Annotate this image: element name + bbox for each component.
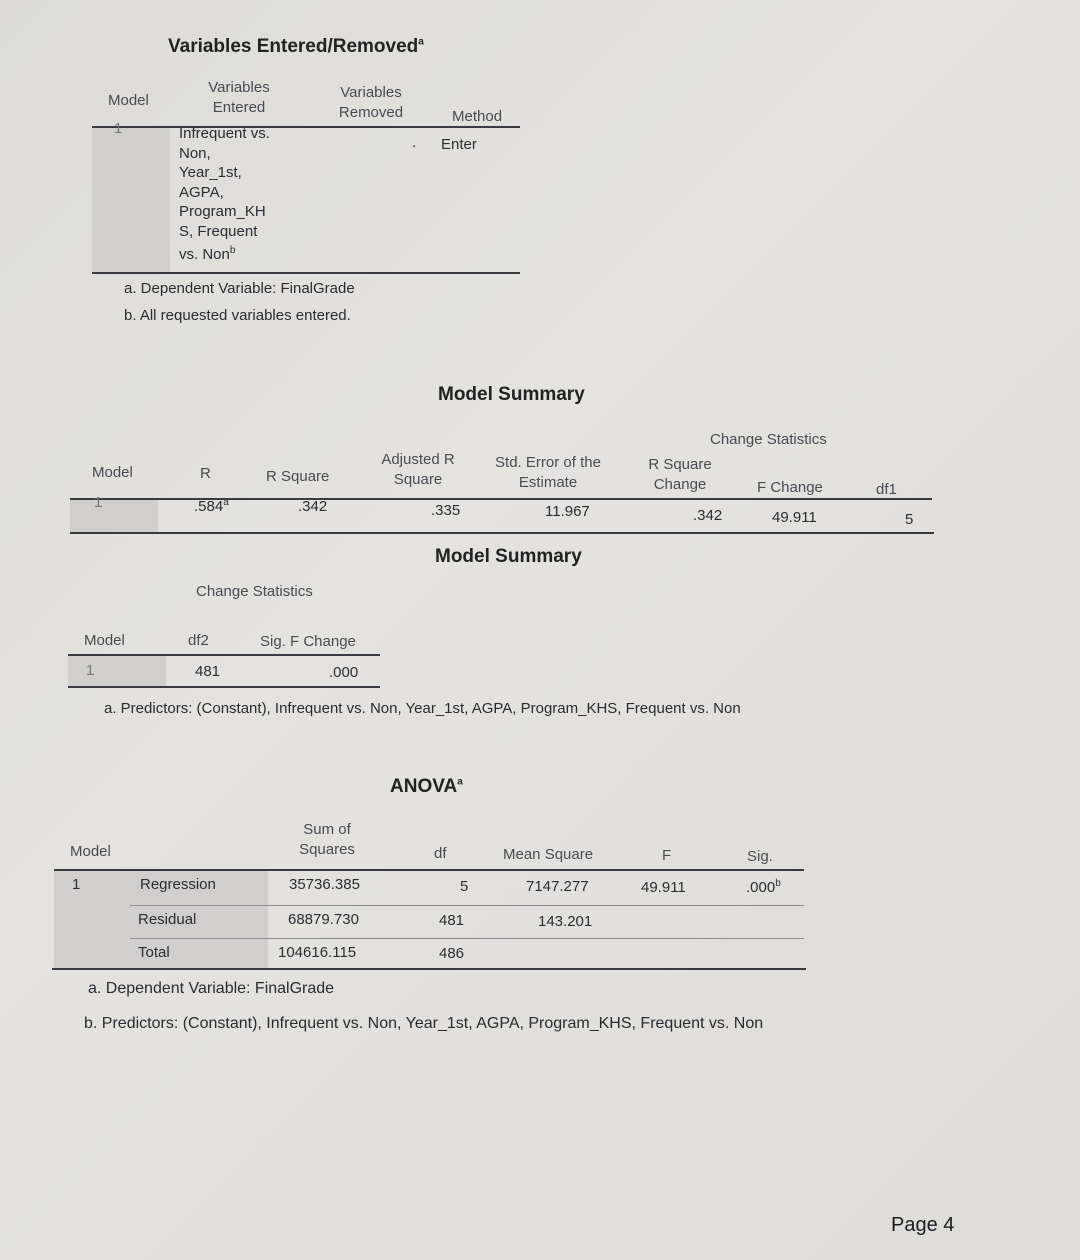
bottom-rule xyxy=(52,968,806,970)
predictors-note: a. Predictors: (Constant), Infrequent vs. Non, Year_1st, AGPA, Program_KHS, Frequent vs. Non xyxy=(104,700,741,717)
cell-ss-regression: 35736.385 xyxy=(289,876,360,893)
model-column-shade xyxy=(68,654,166,686)
header-variables-removed: Variables Removed xyxy=(338,84,404,121)
header-model: Model xyxy=(70,843,111,860)
change-statistics-header: Change Statistics xyxy=(710,431,827,448)
cell-f-change: 49.911 xyxy=(772,509,817,526)
model-summary-title-1: Model Summary xyxy=(438,384,585,405)
cell-adjusted-r-square: .335 xyxy=(431,502,461,519)
header-std-error: Std. Error of the Estimate xyxy=(495,454,601,491)
header-rule xyxy=(68,654,380,656)
cell-ss-residual: 68879.730 xyxy=(288,911,359,928)
model-column-shade xyxy=(92,128,170,274)
cell-ss-total: 104616.115 xyxy=(278,944,357,961)
row-model: 1 xyxy=(72,876,81,893)
header-sig: Sig. xyxy=(747,848,773,865)
header-df2: df2 xyxy=(188,632,209,649)
header-df1: df1 xyxy=(876,481,897,498)
cell-r: .584$^a$ xyxy=(194,497,229,515)
header-df: df xyxy=(434,845,447,862)
label-residual: Residual xyxy=(138,911,197,928)
row-model: 1 xyxy=(94,494,103,511)
anova-title: ANOVA$^a$ xyxy=(390,776,463,797)
row-removed: . xyxy=(412,134,417,151)
header-method: Method xyxy=(452,108,503,125)
header-f-change: F Change xyxy=(757,479,823,496)
header-rule xyxy=(54,869,804,871)
model-column-shade xyxy=(70,500,158,534)
row-model: 1 xyxy=(86,662,95,679)
bottom-rule xyxy=(68,686,380,688)
header-sig-f-change: Sig. F Change xyxy=(260,633,356,650)
cell-ms-regression: 7147.277 xyxy=(526,878,589,895)
header-model: Model xyxy=(92,464,133,481)
note-b: b. All requested variables entered. xyxy=(124,307,351,324)
variables-entered-title: Variables Entered/Removed$^a$ xyxy=(168,36,424,57)
header-adjusted-r-square: Adjusted R Square xyxy=(381,451,455,488)
anova-note-b: b. Predictors: (Constant), Infrequent vs. Non, Year_1st, AGPA, Program_KHS, Frequent vs. Non xyxy=(84,1015,764,1032)
bottom-rule xyxy=(70,532,934,534)
cell-df-residual: 481 xyxy=(439,912,465,929)
header-variables-entered: Variables Entered xyxy=(208,79,270,116)
page-number: Page 4 xyxy=(891,1214,955,1236)
label-regression: Regression xyxy=(140,876,216,893)
cell-df-regression: 5 xyxy=(460,878,469,895)
cell-r-square-change: .342 xyxy=(693,507,723,524)
change-statistics-header: Change Statistics xyxy=(196,583,313,600)
label-total: Total xyxy=(138,944,170,961)
anova-note-a: a. Dependent Variable: FinalGrade xyxy=(88,980,335,997)
row-divider xyxy=(130,938,804,939)
header-mean-square: Mean Square xyxy=(503,846,594,863)
bottom-rule xyxy=(92,272,520,274)
note-a: a. Dependent Variable: FinalGrade xyxy=(124,280,355,297)
cell-std-error: 11.967 xyxy=(545,503,590,520)
header-r-square: R Square xyxy=(266,468,330,485)
cell-df1: 5 xyxy=(905,511,914,528)
variables-entered-list: Infrequent vs. Non, Year_1st, AGPA, Program_KH S, Frequent vs. Non$^b$ xyxy=(179,125,270,263)
header-model: Model xyxy=(84,632,125,649)
header-model: Model xyxy=(108,92,149,109)
cell-f-regression: 49.911 xyxy=(641,879,686,896)
header-sum-of-squares: Sum of Squares xyxy=(299,821,355,858)
row-method: Enter xyxy=(441,136,477,153)
cell-ms-residual: 143.201 xyxy=(538,913,593,930)
header-f: F xyxy=(662,847,672,864)
header-rule xyxy=(92,126,520,128)
header-r-square-change: R Square Change xyxy=(648,456,712,493)
header-r: R xyxy=(200,465,211,482)
cell-sig-f-change: .000 xyxy=(329,664,359,681)
row-model: 1 xyxy=(114,120,123,137)
model-summary-title-2: Model Summary xyxy=(435,546,582,567)
cell-sig-regression: .000$^b$ xyxy=(746,878,781,896)
cell-df-total: 486 xyxy=(439,945,465,962)
cell-r-square: .342 xyxy=(298,498,328,515)
cell-df2: 481 xyxy=(195,663,221,680)
row-divider xyxy=(130,905,804,906)
